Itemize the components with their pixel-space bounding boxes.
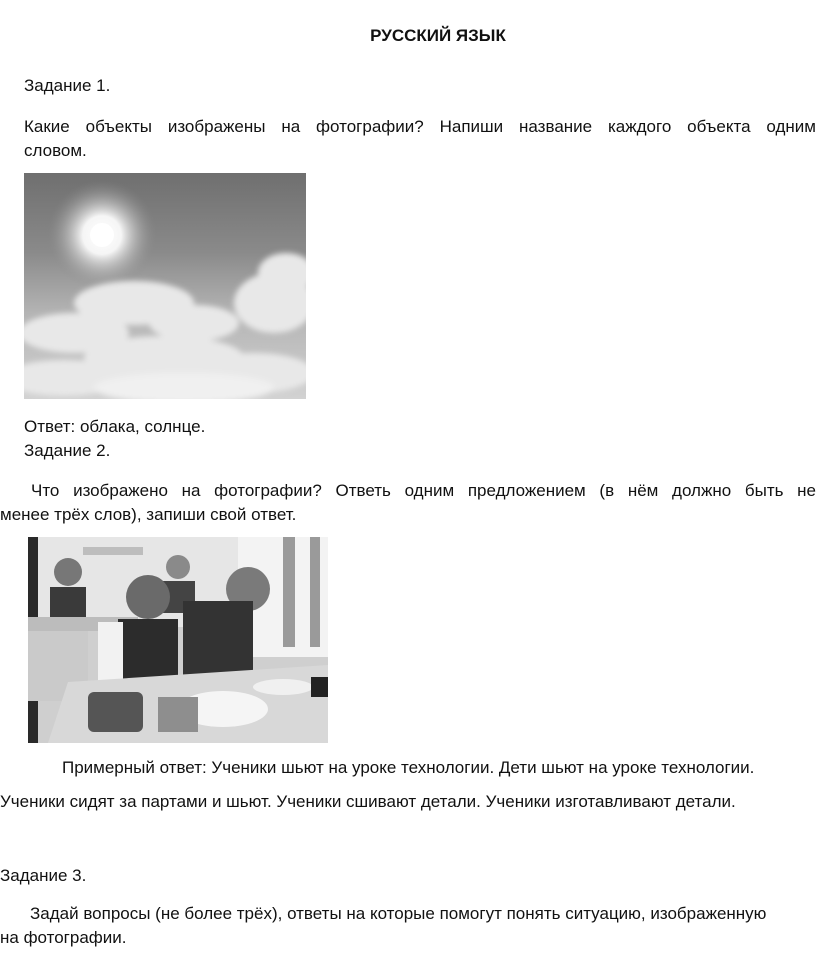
task3-question-line2: на фотографии.	[0, 928, 127, 947]
task1-answer: Ответ: облака, солнце.	[24, 417, 206, 436]
sky-photo	[24, 173, 306, 399]
children-sewing-image	[28, 537, 328, 743]
task1-heading: Задание 1.	[24, 76, 111, 95]
task2-question-line1: Что изображено на фотографии? Ответь одним предложением (в нём должно быть не	[31, 481, 816, 500]
sun-disc	[90, 223, 114, 247]
classroom-photo	[28, 537, 328, 743]
task2-question-line2: менее трёх слов), запиши свой ответ.	[0, 505, 297, 524]
task2-answer-line1: Примерный ответ: Ученики шьют на уроке технологии. Дети шьют на уроке технологии.	[62, 758, 755, 777]
task1-question-line2: словом.	[24, 141, 87, 160]
task2-answer-line2: Ученики сидят за партами и шьют. Ученики сшивают детали. Ученики изготавливают детали.	[0, 792, 736, 811]
task2-heading: Задание 2.	[24, 441, 111, 460]
task3-question-line1: Задай вопросы (не более трёх), ответы на которые помогут понять ситуацию, изображенную	[30, 904, 767, 923]
task3-heading: Задание 3.	[0, 866, 87, 885]
sky-clouds-sun-image	[24, 173, 306, 399]
task1-question-line1: Какие объекты изображены на фотографии? Напиши название каждого объекта одним	[24, 117, 816, 136]
page-title: РУССКИЙ ЯЗЫК	[370, 26, 506, 45]
